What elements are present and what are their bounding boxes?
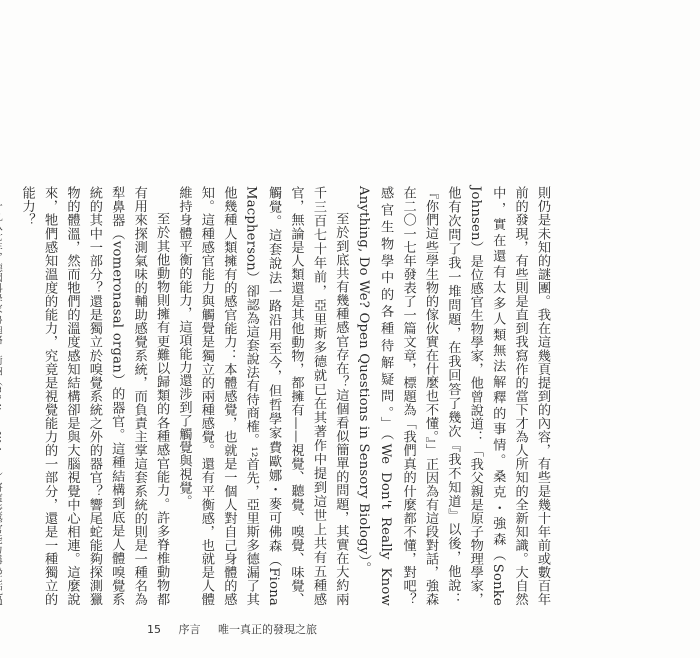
paragraph-2: 至於到底共有幾種感官存在？這個看似簡單的問題，其實在大約兩千三百七十年前，亞里斯多德就已在其著作中提到這世上共有五種感官，無論是人類還是其他動物，都擁有——視覺、聽覺、嗅覺、味覺、觸覺。這套說法一路沿用至今，但哲學家費歐娜・麥可佛森（Fiona Macpherson）卻認為這套說法有待商榷。¹²首先，亞里斯多德漏了其他幾種人類擁有的感官能力：本體感覺，也就是一個人對自己身體的感知。這種感官能力與觸覺是獨立的兩種感覺。還有平衡感，也就是人體維持身體平衡的能力，這項能力還涉到了觸覺與視覺。 (176, 186, 349, 606)
body-text (0, 186, 553, 606)
page-number: 15 (147, 623, 161, 636)
chapter-title: 唯一真正的發現之旅 (218, 623, 317, 636)
footnote (0, 186, 3, 606)
section-label: 序言 (178, 623, 201, 636)
paragraph-1: 則仍是未知的謎團。我在這幾頁提到的內容，有些是幾十年前或數百年前的發現，有些則是直到我寫作的當下才為人所知的全新知識。大自然中，實在還有太多人類無法解釋的事情。桑克・強森（Sonke Johnsen）是位感官生物學家，他曾說道：「我父親是原子物理學家，他有次問了我一堆問題，在我回答了幾次『我不知道』以後，他說：『你們這些學生物的傢伙實在什麼也不懂。』」正因為有這段對話，強森在二〇一七年發表了一篇文章，標題為「我們真的什麼都不懂，對吧？感官生物學中的各種待解疑問。」（We Don't Really Know Anything, Do We? Open Questions in Sensory Biology）。 (355, 186, 550, 606)
page-footer (147, 621, 331, 637)
paragraph-3: 至於其他動物則擁有更難以歸類的各種感官能力。許多脊椎動物都有用來探測氣味的輔助感覺系統，而負責主掌這套系統的則是一種名為犁鼻器（vomeronasal organ）的器官。這種結構到底是人體嗅覺系統的其中一部分？還是獨立於嗅覺系統之外的器官？響尾蛇能夠探測獵物的體溫，然而牠們的溫度感知結構卻是與大腦視覺中心相連。這麼說來，牠們感知溫度的能力，究竟是視覺能力的一部分，還是一種獨立的能力？ (19, 186, 170, 606)
